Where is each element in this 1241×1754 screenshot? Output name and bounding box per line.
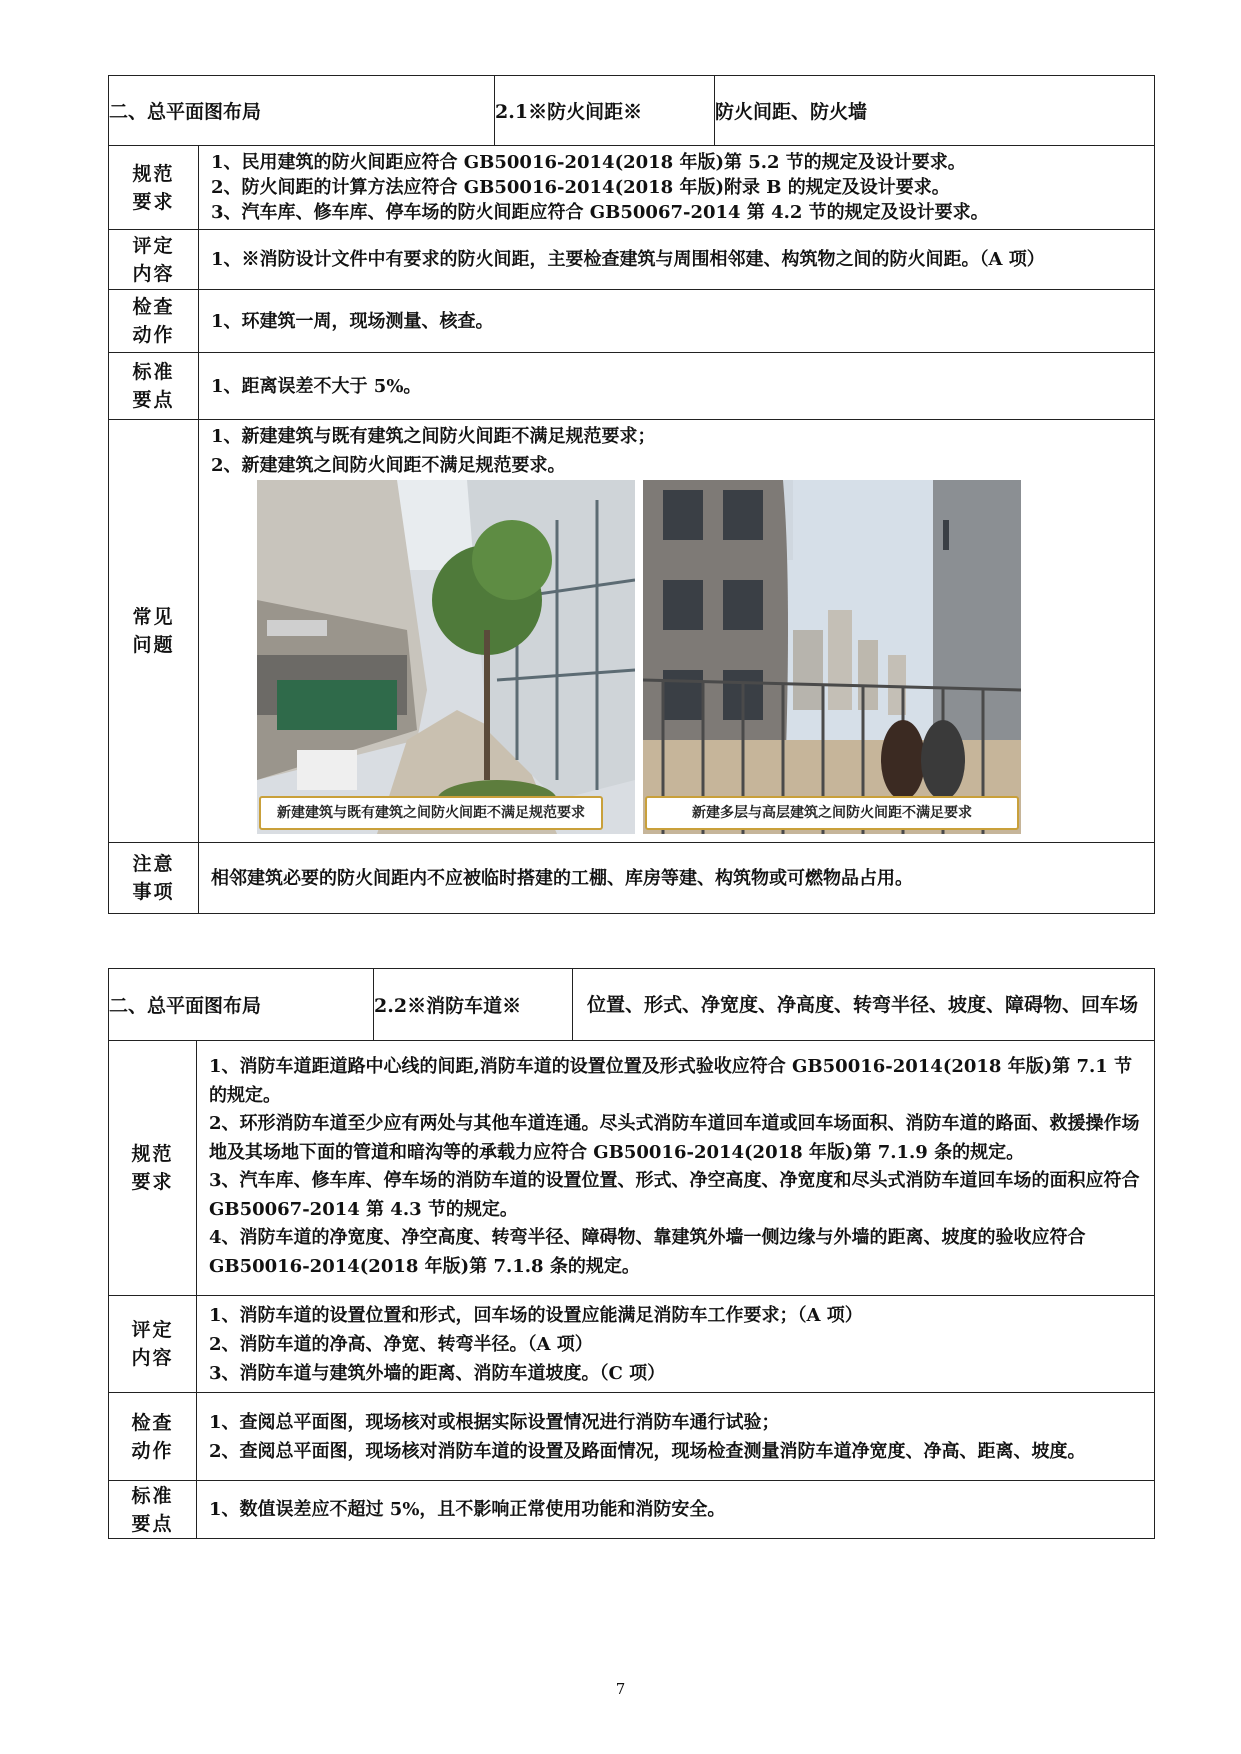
item-topic: 防火间距、防火墙 — [715, 76, 1155, 146]
photo-strip — [211, 480, 1144, 838]
spec-content: 1、消防车道距道路中心线的间距,消防车道的设置位置及形式验收应符合 GB50016-2014(2018 年版)第 7.1 节的规定。 2、环形消防车道至少应有两处与其他车道连通。尽头式消防车道回车道或回车场面积、消防车道的路面、救援操作场地及其场地下面的管道和暗沟等的承载力应符合 GB50016-2014(2018 年版)第 7.1.9 条的规定。 3、汽车库、修车库、停车场的消防车道的设置位置、形式、净空高度、净宽度和尽头式消防车道回车场的面积应符合 GB50067-2014 第 4.3 节的规定。 4、消防车道的净宽度、净空高度、转弯半径、障碍物、靠建筑外墙一侧边缘与外墙的距离、坡度的验收应符合 GB50016-2014(2018 年版)第 7.1.8 条的规定。 — [197, 1041, 1155, 1296]
spec-table-fire-separation — [108, 75, 1155, 914]
photo-caption: 新建多层与高层建筑之间防火间距不满足要求 — [645, 796, 1019, 830]
chapter-title: 二、总平面图布局 — [109, 969, 374, 1041]
photo-caption: 新建建筑与既有建筑之间防火间距不满足规范要求 — [259, 796, 603, 830]
item-title: 2.2※消防车道※ — [374, 969, 573, 1041]
eval-row — [109, 230, 1155, 290]
eval-content: 1、※消防设计文件中有要求的防火间距，主要检查建筑与周围相邻建、构筑物之间的防火间距。（A 项） — [199, 230, 1155, 290]
spec-content: 1、民用建筑的防火间距应符合 GB50016-2014(2018 年版)第 5.2 节的规定及设计要求。 2、防火间距的计算方法应符合 GB50016-2014(2018 年版)附录 B 的规定及设计要求。 3、汽车库、修车库、停车场的防火间距应符合 GB50067-2014 第 4.2 节的规定及设计要求。 — [199, 146, 1155, 230]
item-topic: 位置、形式、净宽度、净高度、转弯半径、坡度、障碍物、回车场 — [573, 969, 1155, 1041]
issues-row — [109, 420, 1155, 843]
check-row — [109, 290, 1155, 353]
table-header-row — [109, 76, 1155, 146]
item-title: 2.1※防火间距※ — [495, 76, 715, 146]
row-label: 检查 动作 — [109, 1393, 197, 1481]
row-label: 评定 内容 — [109, 1296, 197, 1393]
row-label: 标准 要点 — [109, 353, 199, 420]
table-header-row — [109, 969, 1155, 1041]
page-number: 7 — [615, 1680, 626, 1698]
note-content: 相邻建筑必要的防火间距内不应被临时搭建的工棚、库房等建、构筑物或可燃物品占用。 — [199, 843, 1155, 914]
row-label: 评定 内容 — [109, 230, 199, 290]
row-label: 规范 要求 — [109, 146, 199, 230]
spec-row — [109, 1041, 1155, 1296]
standard-row — [109, 353, 1155, 420]
row-label: 规范 要求 — [109, 1041, 197, 1296]
row-label: 检查 动作 — [109, 290, 199, 353]
eval-content: 1、消防车道的设置位置和形式，回车场的设置应能满足消防车工作要求；（A 项） 2、消防车道的净高、净宽、转弯半径。（A 项） 3、消防车道与建筑外墙的距离、消防车道坡度。（C 项） — [197, 1296, 1155, 1393]
row-label: 常见 问题 — [109, 420, 199, 843]
check-row — [109, 1393, 1155, 1481]
photo-existing-vs-new-building — [257, 480, 635, 834]
spec-row — [109, 146, 1155, 230]
issues-content: 1、新建建筑与既有建筑之间防火间距不满足规范要求； 2、新建建筑之间防火间距不满足规范要求。 新建建筑与既有建筑之间防火间距不满足规范要求 新建多层与高层建筑之间防火间距不满足要求 — [199, 420, 1155, 843]
note-row — [109, 843, 1155, 914]
standard-content: 1、距离误差不大于 5%。 — [199, 353, 1155, 420]
chapter-title: 二、总平面图布局 — [109, 76, 495, 146]
photo-multistory-vs-highrise — [643, 480, 1021, 834]
eval-row — [109, 1296, 1155, 1393]
standard-content: 1、数值误差应不超过 5%，且不影响正常使用功能和消防安全。 — [197, 1481, 1155, 1539]
row-label: 注意 事项 — [109, 843, 199, 914]
check-content: 1、环建筑一周，现场测量、核查。 — [199, 290, 1155, 353]
spec-table-fire-lane — [108, 968, 1155, 1539]
check-content: 1、查阅总平面图，现场核对或根据实际设置情况进行消防车通行试验； 2、查阅总平面图，现场核对消防车道的设置及路面情况，现场检查测量消防车道净宽度、净高、距离、坡度。 — [197, 1393, 1155, 1481]
row-label: 标准 要点 — [109, 1481, 197, 1539]
standard-row — [109, 1481, 1155, 1539]
